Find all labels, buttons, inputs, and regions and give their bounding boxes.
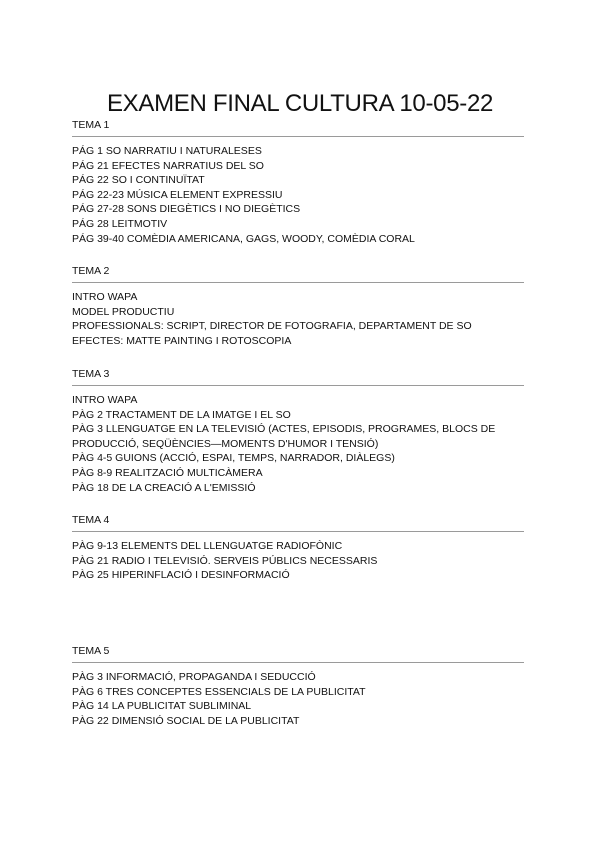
- list-item: PÀG 6 TRES CONCEPTES ESSENCIALS DE LA PUBLICITAT: [72, 685, 366, 698]
- list-item: PÀG 8-9 REALITZACIÓ MULTICÀMERA: [72, 466, 263, 479]
- section-heading: TEMA 4: [72, 514, 110, 526]
- section-tema-3: [72, 367, 524, 495]
- list-item: PÁG 22-23 MÚSICA ELEMENT EXPRESSIU: [72, 188, 283, 201]
- section-tema-5: [72, 644, 524, 728]
- list-item: PROFESSIONALS: SCRIPT, DIRECTOR DE FOTOGRAFIA, DEPARTAMENT DE SO: [72, 320, 472, 333]
- list-item: PÀG 14 LA PUBLICITAT SUBLIMINAL: [72, 700, 252, 713]
- list-item: INTRO WAPA: [72, 291, 138, 303]
- list-item: PÀG 4-5 GUIONS (ACCIÓ, ESPAI, TEMPS, NARRADOR, DIÀLEGS): [72, 452, 395, 465]
- list-item: PÀG 18 DE LA CREACIÓ A L'EMISSIÓ: [72, 481, 256, 494]
- list-item: PÁG 27-28 SONS DIEGÈTICS I NO DIEGÈTICS: [72, 203, 301, 216]
- section-tema-2: [72, 264, 524, 348]
- list-item: PÀG 3 INFORMACIÓ, PROPAGANDA I SEDUCCIÓ: [72, 671, 316, 683]
- list-item: EFECTES: MATTE PAINTING I ROTOSCOPIA: [72, 334, 292, 347]
- list-item: PÀG 21 RADIO I TELEVISIÓ. SERVEIS PÚBLICS NECESSARIS: [72, 554, 378, 567]
- section-divider: [72, 531, 524, 532]
- list-item: PÁG 39-40 COMÈDIA AMERICANA, GAGS, WOODY, COMÈDIA CORAL: [72, 232, 415, 245]
- section-tema-4: [72, 513, 524, 583]
- list-item: PÁG 1 SO NARRATIU I NATURALESES: [72, 145, 262, 157]
- list-item: PÁG 28 LEITMOTIV: [72, 217, 168, 230]
- list-item: PÀG 9-13 ELEMENTS DEL LLENGUATGE RADIOFÒNIC: [72, 540, 343, 552]
- section-heading: TEMA 2: [72, 265, 110, 277]
- section-item-list: [72, 144, 524, 246]
- section-divider: [72, 282, 524, 283]
- section-heading: TEMA 1: [72, 119, 110, 131]
- list-item: INTRO WAPA: [72, 394, 138, 406]
- list-item: PÀG 2 TRACTAMENT DE LA IMATGE I EL SO: [72, 408, 291, 421]
- section-heading: TEMA 5: [72, 645, 110, 657]
- document-title: EXAMEN FINAL CULTURA 10-05-22: [106, 90, 494, 118]
- section-item-list: [72, 393, 524, 495]
- section-item-list: [72, 670, 524, 728]
- section-item-list: [72, 539, 524, 583]
- section-item-list: [72, 290, 524, 348]
- list-item: MODEL PRODUCTIU: [72, 305, 175, 318]
- list-item: PÁG 21 EFECTES NARRATIUS DEL SO: [72, 159, 264, 172]
- section-tema-1: [72, 118, 524, 246]
- section-divider: [72, 662, 524, 663]
- section-heading: TEMA 3: [72, 368, 110, 380]
- list-item: PÀG 25 HIPERINFLACIÓ I DESINFORMACIÓ: [72, 569, 290, 582]
- section-divider: [72, 385, 524, 386]
- section-divider: [72, 136, 524, 137]
- list-item: PÁG 22 SO I CONTINUÏTAT: [72, 174, 205, 187]
- list-item: PÀG 22 DIMENSIÓ SOCIAL DE LA PUBLICITAT: [72, 714, 300, 727]
- list-item: PÀG 3 LLENGUATGE EN LA TELEVISIÓ (ACTES, EPISODIS, PROGRAMES, BLOCS DE PRODUCCIÓ, SEQÜÈNCIES—MOMENTS D'HUMOR I TENSIÓ): [72, 423, 496, 450]
